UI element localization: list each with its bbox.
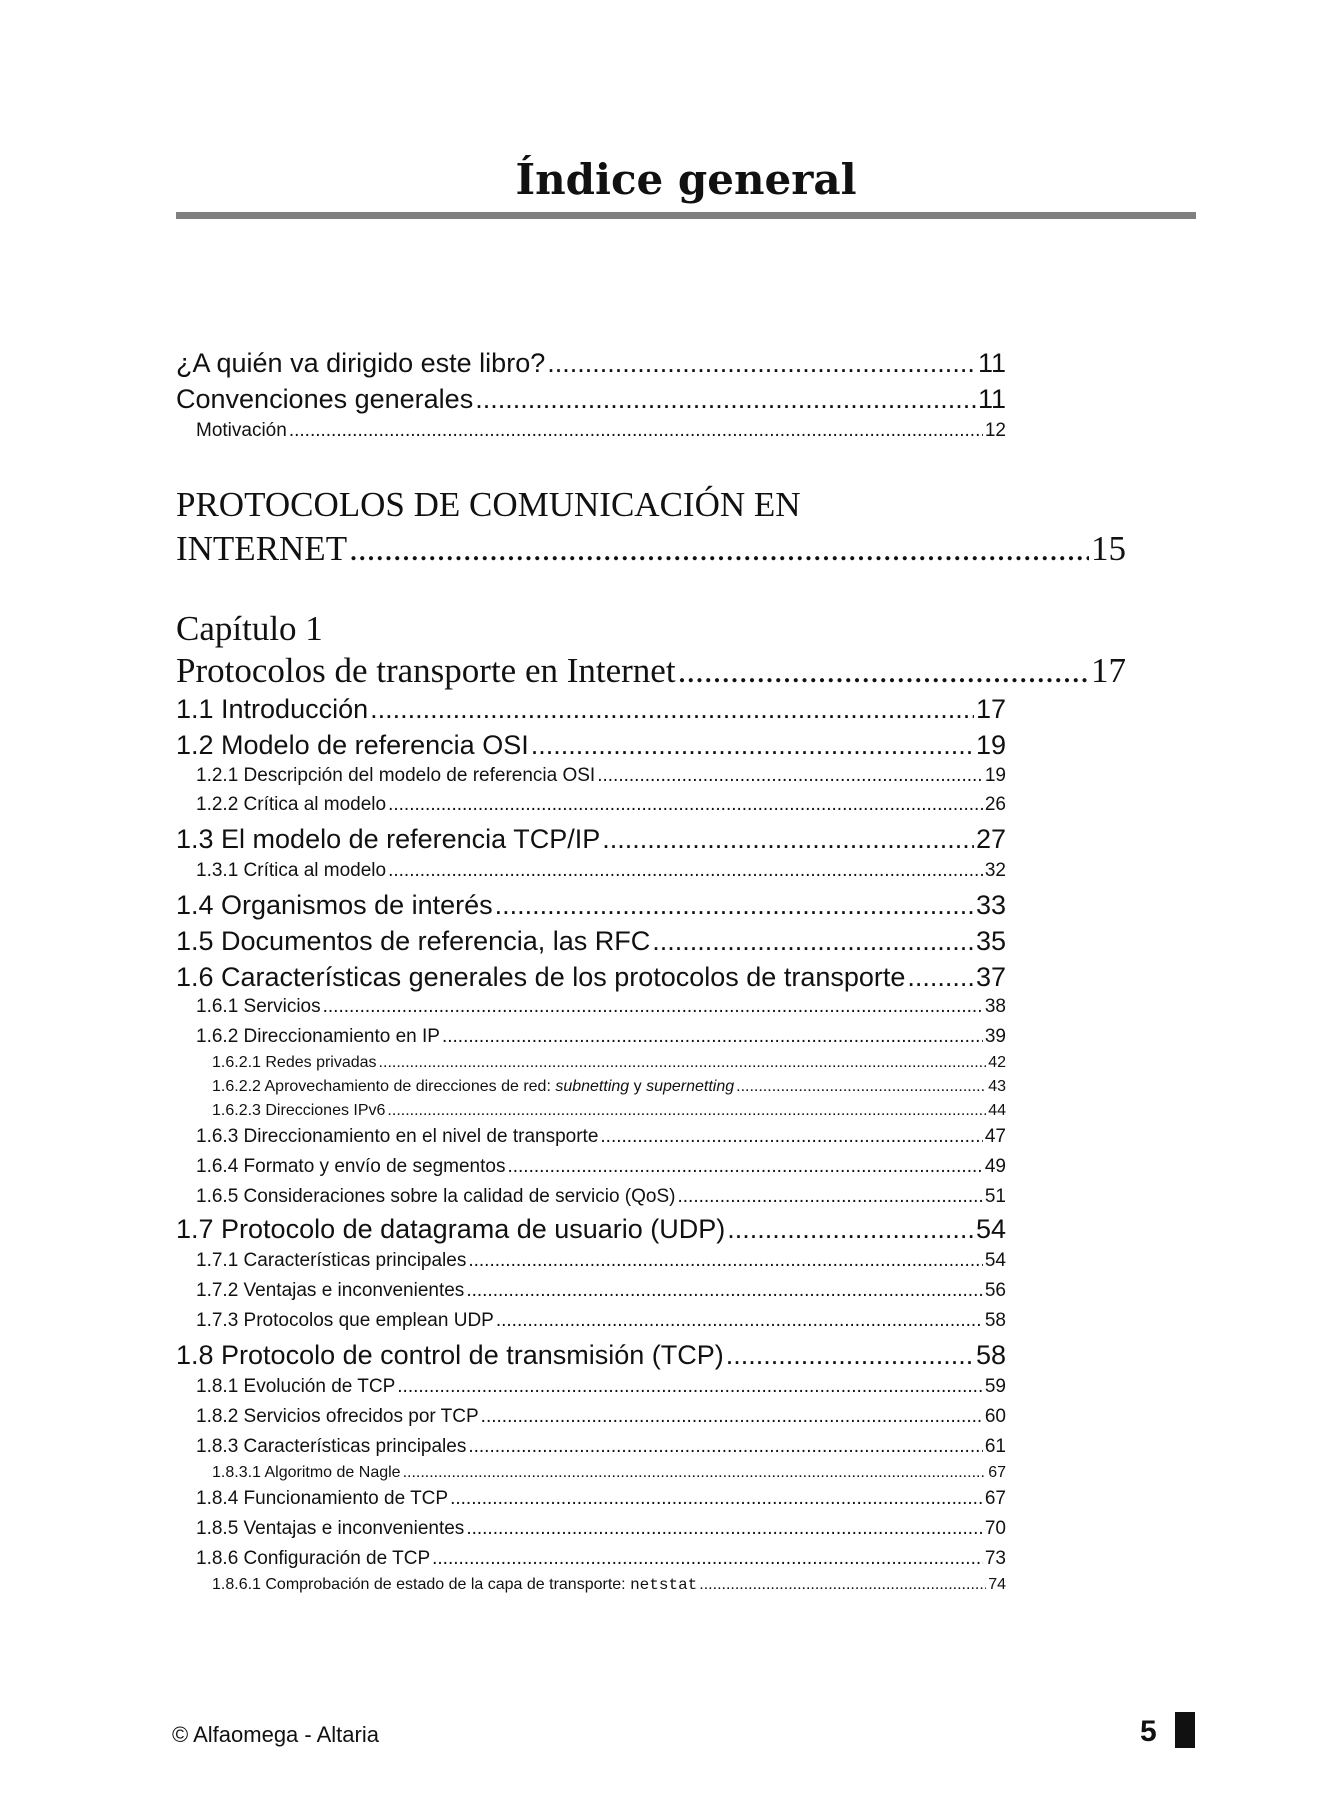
toc-entry-1-6-2-1[interactable]: 1.6.2.1 Redes privadas ..... 42 [212, 1052, 1006, 1074]
toc-entry-1-8-4[interactable]: 1.8.4 Funcionamiento de TCP ..... 67 [196, 1486, 1006, 1512]
toc-entry-1-7-2[interactable]: 1.7.2 Ventajas e inconvenientes ..... 56 [196, 1278, 1006, 1304]
toc-entry-1-2[interactable]: 1.2 Modelo de referencia OSI ..... 19 [176, 728, 1006, 762]
toc-entry-1-8[interactable]: 1.8 Protocolo de control de transmisión (TCP) ..... 58 [176, 1338, 1006, 1372]
part-title-line1: PROTOCOLOS DE COMUNICACIÓN EN [176, 485, 801, 524]
toc-entry-1-8-1[interactable]: 1.8.1 Evolución de TCP ..... 59 [196, 1374, 1006, 1400]
toc-entry-1-6-3[interactable]: 1.6.3 Direccionamiento en el nivel de transporte ..... 47 [196, 1124, 1006, 1150]
toc-entry-1-3[interactable]: 1.3 El modelo de referencia TCP/IP ..... 27 [176, 822, 1006, 856]
toc-entry-1-8-2[interactable]: 1.8.2 Servicios ofrecidos por TCP ..... 60 [196, 1404, 1006, 1430]
toc-entry-1-5[interactable]: 1.5 Documentos de referencia, las RFC ..... 35 [176, 924, 1006, 958]
toc-entry-front-motivation[interactable]: Motivación ..... 12 [196, 420, 1006, 442]
toc-entry-1-4[interactable]: 1.4 Organismos de interés ..... 33 [176, 888, 1006, 922]
toc-entry-1-8-3-1[interactable]: 1.8.3.1 Algoritmo de Nagle ..... 67 [212, 1462, 1006, 1484]
toc-entry-1-6-4[interactable]: 1.6.4 Formato y envío de segmentos ..... 49 [196, 1154, 1006, 1180]
toc-entry-part[interactable]: INTERNET ..... 15 [176, 528, 1126, 570]
toc-entry-front-conventions[interactable]: Convenciones generales ..... 11 [176, 382, 1006, 416]
toc-entry-1-8-5[interactable]: 1.8.5 Ventajas e inconvenientes ..... 70 [196, 1516, 1006, 1542]
toc-entry-1-6-2-3[interactable]: 1.6.2.3 Direcciones IPv6 ..... 44 [212, 1100, 1006, 1122]
toc-entry-1-8-6-1[interactable]: 1.8.6.1 Comprobación de estado de la capa de transporte: netstat ..... 74 [212, 1574, 1006, 1596]
toc-entry-1-7[interactable]: 1.7 Protocolo de datagrama de usuario (UDP) ..... 54 [176, 1212, 1006, 1246]
footer-page-number: 5 [1140, 1715, 1157, 1748]
toc-entry-1-7-3[interactable]: 1.7.3 Protocolos que emplean UDP ..... 58 [196, 1308, 1006, 1334]
footer-copyright: © Alfaomega - Altaria [172, 1722, 379, 1747]
toc-entry-1-6-2-2[interactable]: 1.6.2.2 Aprovechamiento de direcciones de red: subnetting y supernetting ..... 43 [212, 1076, 1006, 1098]
title-rule [176, 212, 1196, 219]
toc-entry-1-2-2[interactable]: 1.2.2 Crítica al modelo ..... 26 [196, 792, 1006, 818]
toc-entry-1-8-6[interactable]: 1.8.6 Configuración de TCP ..... 73 [196, 1546, 1006, 1572]
footer-marker-block [1175, 1712, 1195, 1748]
toc-entry-front-audience[interactable]: ¿A quién va dirigido este libro? ..... 11 [176, 346, 1006, 380]
toc-entry-1-6-1[interactable]: 1.6.1 Servicios ..... 38 [196, 994, 1006, 1020]
toc-entry-chapter-1[interactable]: Protocolos de transporte en Internet ..... 17 [176, 650, 1126, 692]
toc-entry-1-7-1[interactable]: 1.7.1 Características principales ..... 54 [196, 1248, 1006, 1274]
page-title: Índice general [515, 155, 857, 204]
toc-entry-1-3-1[interactable]: 1.3.1 Crítica al modelo ..... 32 [196, 858, 1006, 884]
toc-entry-1-6-2[interactable]: 1.6.2 Direccionamiento en IP ..... 39 [196, 1024, 1006, 1050]
toc-entry-1-6[interactable]: 1.6 Características generales de los protocolos de transporte ..... 37 [176, 960, 1006, 994]
toc-entry-1-2-1[interactable]: 1.2.1 Descripción del modelo de referencia OSI ..... 19 [196, 763, 1006, 789]
toc-entry-1-1[interactable]: 1.1 Introducción ..... 17 [176, 692, 1006, 726]
chapter-label: Capítulo 1 [176, 609, 323, 648]
toc-entry-1-6-5[interactable]: 1.6.5 Consideraciones sobre la calidad de servicio (QoS) ..... 51 [196, 1184, 1006, 1210]
toc-entry-1-8-3[interactable]: 1.8.3 Características principales ..... 61 [196, 1434, 1006, 1460]
